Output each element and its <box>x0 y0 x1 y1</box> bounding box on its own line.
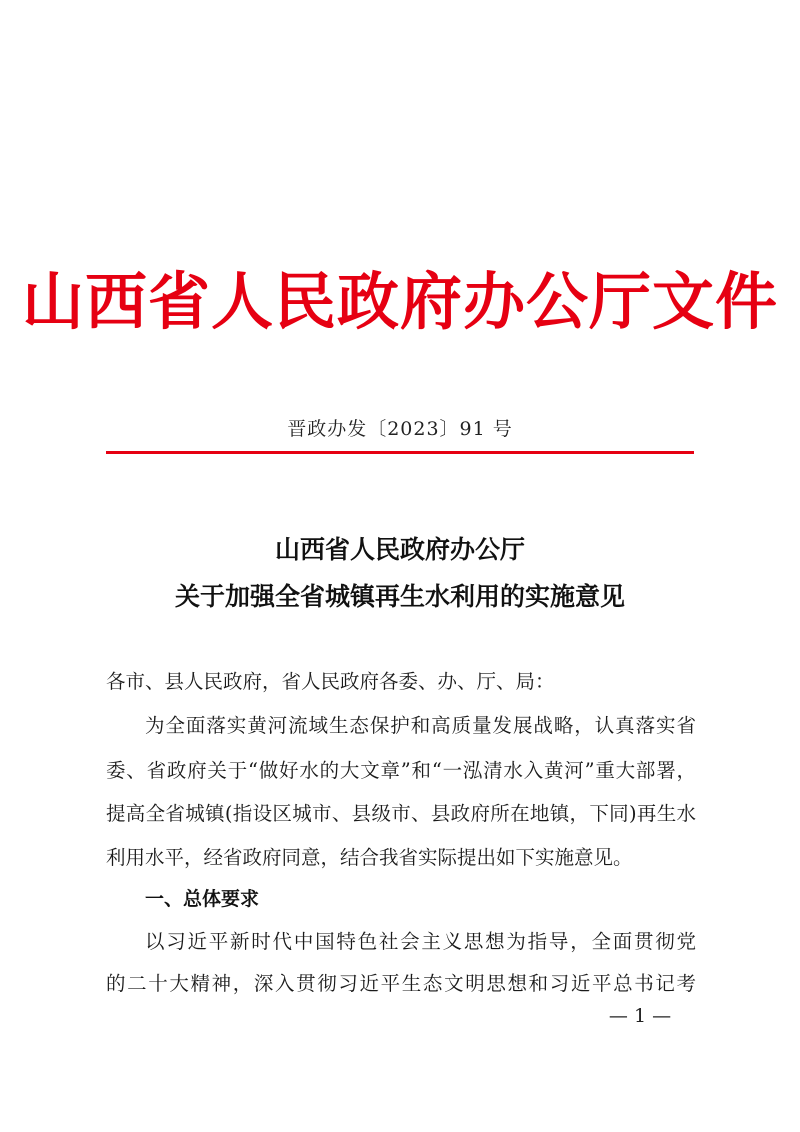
section-1-heading: 一、总体要求 <box>145 888 260 910</box>
paragraph-1-line-2: 委、省政府关于“做好水的大文章”和“一泓清水入黄河”重大部署， <box>106 759 696 782</box>
paragraph-2-line-1: 以习近平新时代中国特色社会主义思想为指导，全面贯彻党 <box>145 930 696 953</box>
page-number: — 1 — <box>608 1005 672 1027</box>
document-number: 晋政办发〔2023〕91 号 <box>287 418 513 440</box>
red-divider-line <box>106 451 694 454</box>
paragraph-2-line-2: 的二十大精神，深入贯彻习近平生态文明思想和习近平总书记考 <box>106 972 696 995</box>
document-title-line-2: 关于加强全省城镇再生水利用的实施意见 <box>174 582 625 611</box>
document-title-line-1: 山西省人民政府办公厅 <box>274 535 525 564</box>
paragraph-1-line-4: 利用水平，经省政府同意，结合我省实际提出如下实施意见。 <box>106 846 633 869</box>
paragraph-1-line-1: 为全面落实黄河流域生态保护和高质量发展战略，认真落实省 <box>145 714 696 737</box>
paragraph-1-line-3: 提高全省城镇(指设区城市、县级市、县政府所在地镇，下同)再生水 <box>106 802 696 825</box>
addressee-line: 各市、县人民政府，省人民政府各委、办、厅、局： <box>106 670 555 693</box>
document-header-title: 山西省人民政府办公厅文件 <box>21 265 778 338</box>
